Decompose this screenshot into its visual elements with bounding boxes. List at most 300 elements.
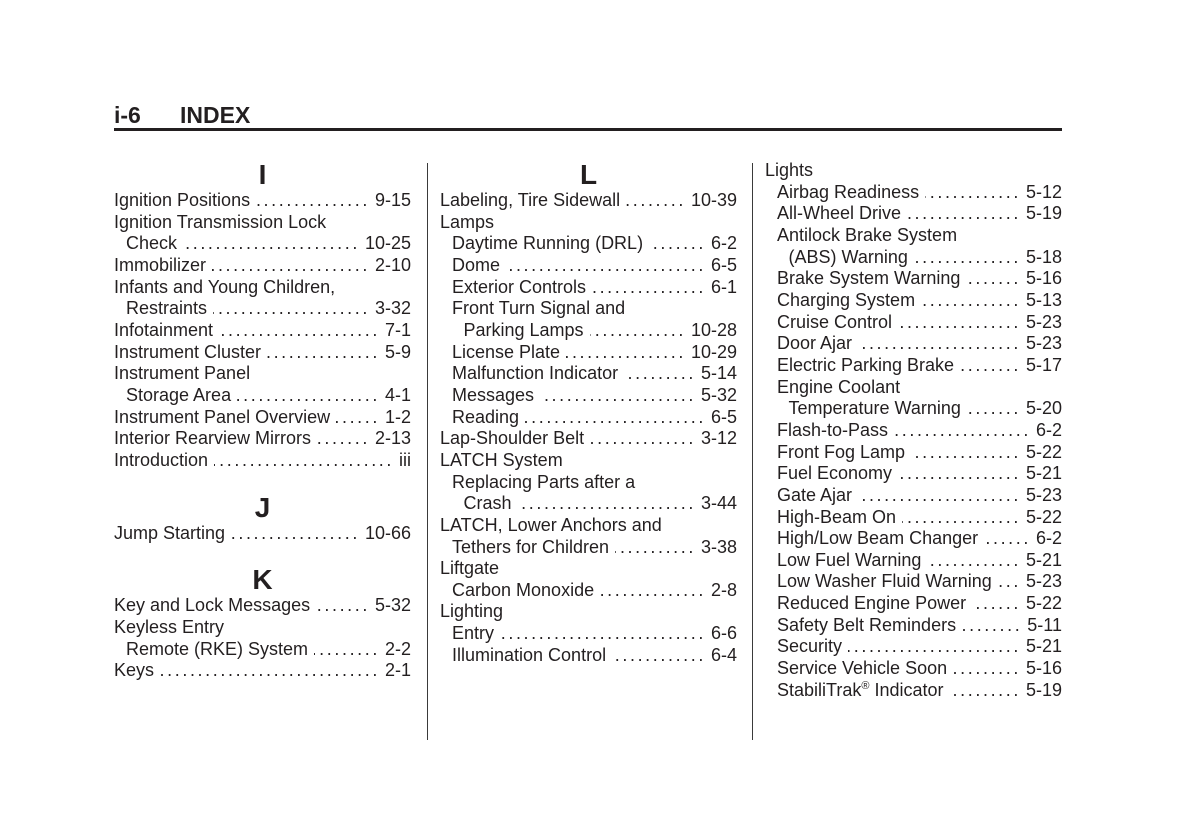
page-reference: iii	[399, 449, 411, 470]
column-divider	[752, 163, 753, 740]
entry-term: Parking Lamps	[463, 319, 584, 340]
entry-term: Low Fuel Warning	[777, 549, 922, 570]
dot-leader	[615, 537, 696, 559]
entry-line-continued	[114, 639, 411, 661]
dot-leader	[525, 407, 706, 429]
index-entry	[765, 290, 1062, 312]
dot-leader	[649, 233, 706, 255]
index-entry	[765, 636, 1062, 658]
entry-term: Instrument Panel Overview	[114, 406, 331, 427]
dot-leader	[590, 320, 686, 342]
entry-line	[440, 472, 737, 494]
entry-term: Lighting	[440, 601, 504, 622]
dot-leader	[624, 363, 696, 385]
page-reference: 5-22	[1025, 506, 1062, 527]
entry-term: Labeling, Tire Sidewall	[440, 190, 621, 210]
entry-term: Illumination Control	[452, 644, 607, 665]
entry-line	[765, 225, 1062, 247]
dot-leader	[183, 233, 360, 255]
page-reference: 10-25	[364, 233, 411, 254]
dot-leader	[500, 623, 706, 645]
entry-term: LATCH System	[440, 449, 563, 470]
entry-term: All-Wheel Drive	[777, 203, 902, 224]
index-entry	[114, 428, 411, 450]
page-reference: 4-1	[384, 384, 411, 405]
page-reference: 5-13	[1025, 289, 1062, 310]
index-entry	[440, 255, 737, 277]
index-entry	[765, 507, 1062, 529]
page-reference: 5-21	[1025, 636, 1062, 657]
entry-term: Liftgate	[440, 558, 500, 579]
entry-line	[765, 333, 1062, 355]
page-reference: 5-16	[1025, 658, 1062, 679]
entry-line	[765, 615, 1062, 637]
entry-line	[114, 342, 411, 364]
index-entry	[114, 363, 411, 406]
entry-term: Instrument Cluster	[114, 341, 262, 362]
entry-line	[440, 277, 737, 299]
dot-leader	[927, 550, 1021, 572]
dot-leader	[998, 571, 1021, 593]
index-entry	[114, 212, 411, 255]
dot-leader	[911, 442, 1021, 464]
entry-term: Tethers for Children	[452, 536, 610, 557]
dot-leader	[336, 407, 380, 429]
index-entry	[440, 277, 737, 299]
page-reference: 5-32	[374, 595, 411, 616]
entry-line-continued	[765, 247, 1062, 269]
column-divider	[427, 163, 428, 740]
page-reference: 5-21	[1025, 463, 1062, 484]
entry-line	[440, 407, 737, 429]
entry-line-continued	[440, 537, 737, 559]
dot-leader	[858, 485, 1021, 507]
page-reference: 5-19	[1025, 679, 1062, 700]
entry-line-continued	[765, 398, 1062, 420]
dot-leader	[212, 255, 370, 277]
dot-leader	[898, 312, 1021, 334]
entry-line	[114, 255, 411, 277]
page-reference: 5-16	[1025, 268, 1062, 289]
dot-leader	[214, 450, 394, 472]
dot-leader	[219, 320, 380, 342]
index-entry	[765, 312, 1062, 334]
dot-leader	[600, 580, 706, 602]
entry-line	[440, 450, 737, 472]
entry-term: Interior Rearview Mirrors	[114, 428, 312, 449]
page-reference: 6-6	[710, 623, 737, 644]
page-reference: 5-11	[1027, 614, 1062, 635]
entry-term: Ignition Positions	[114, 190, 251, 210]
dot-leader	[566, 342, 686, 364]
entry-line	[114, 617, 411, 639]
entry-term: Front Fog Lamp	[777, 441, 906, 462]
index-entry	[114, 523, 411, 545]
index-section	[440, 160, 737, 666]
entry-line	[440, 342, 737, 364]
index-entry	[765, 593, 1062, 615]
entry-line	[765, 268, 1062, 290]
page-reference: 6-2	[710, 233, 737, 254]
index-entry	[114, 255, 411, 277]
page-reference: 6-2	[1035, 419, 1062, 440]
entry-line	[440, 255, 737, 277]
index-column-2	[440, 160, 737, 666]
section-letter: K	[252, 564, 273, 596]
index-entry	[114, 320, 411, 342]
entry-term: Charging System	[777, 289, 916, 310]
entry-term: Service Vehicle Soon	[777, 658, 948, 679]
entry-term: Antilock Brake System	[777, 224, 958, 245]
entry-line	[114, 277, 411, 299]
entry-term: Security	[777, 636, 843, 657]
dot-leader	[213, 298, 370, 320]
index-entry	[440, 580, 737, 602]
page-reference: 10-39	[690, 190, 737, 210]
dot-leader	[256, 190, 370, 212]
index-entry	[765, 550, 1062, 572]
entry-term: Instrument Panel	[114, 363, 251, 384]
page-reference: 5-20	[1025, 398, 1062, 419]
entry-line	[765, 312, 1062, 334]
entry-line	[114, 363, 411, 385]
index-entry	[765, 528, 1062, 550]
entry-term: Replacing Parts after a	[452, 471, 636, 492]
index-entry	[440, 558, 737, 580]
entry-line	[765, 550, 1062, 572]
entry-line	[440, 558, 737, 580]
entry-term: Reading	[452, 406, 520, 427]
entry-term: Restraints	[126, 298, 208, 319]
page-reference: 10-66	[364, 522, 411, 543]
entry-term: Infotainment	[114, 319, 214, 340]
entry-term: Gate Ajar	[777, 484, 853, 505]
dot-leader	[967, 398, 1021, 420]
entry-line	[440, 515, 737, 537]
entry-term: Immobilizer	[114, 254, 207, 275]
page-reference: 1-2	[384, 406, 411, 427]
index-entry	[765, 225, 1062, 268]
dot-leader	[518, 493, 696, 515]
entry-line	[440, 212, 737, 234]
entry-line-continued	[114, 233, 411, 255]
index-entry	[114, 617, 411, 660]
entry-line	[765, 571, 1062, 593]
entry-term: Key and Lock Messages	[114, 595, 311, 616]
dot-leader	[950, 680, 1021, 702]
dot-leader	[592, 277, 706, 299]
page-reference: 5-32	[700, 384, 737, 405]
index-entry	[765, 615, 1062, 637]
entry-term: Safety Belt Reminders	[777, 614, 957, 635]
entry-line	[114, 190, 411, 212]
index-entry	[440, 472, 737, 515]
dot-leader	[953, 658, 1021, 680]
index-entry	[440, 407, 737, 429]
page-reference: 2-13	[374, 428, 411, 449]
entry-line	[440, 385, 737, 407]
dot-leader	[966, 268, 1021, 290]
entry-term: Ignition Transmission Lock	[114, 211, 327, 232]
entry-line	[765, 528, 1062, 550]
index-entry	[765, 442, 1062, 464]
index-entry	[114, 277, 411, 320]
index-entry	[765, 160, 1062, 182]
entry-line	[765, 658, 1062, 680]
index-entry	[114, 342, 411, 364]
entry-line	[440, 580, 737, 602]
page-reference: 6-5	[710, 254, 737, 275]
entry-term: Storage Area	[126, 384, 232, 405]
entry-term: Check	[126, 233, 178, 254]
entry-term: Engine Coolant	[777, 376, 901, 397]
index-entry	[440, 342, 737, 364]
dot-leader	[914, 247, 1021, 269]
entry-line	[765, 593, 1062, 615]
dot-leader	[506, 255, 706, 277]
entry-term: Messages	[452, 384, 535, 405]
entry-term: Exterior Controls	[452, 276, 587, 297]
entry-term: Cruise Control	[777, 311, 893, 332]
entry-line	[114, 595, 411, 617]
page-reference: 2-8	[710, 579, 737, 600]
entry-line	[114, 660, 411, 682]
dot-leader	[540, 385, 696, 407]
index-entry	[114, 595, 411, 617]
entry-line	[765, 182, 1062, 204]
index-entry	[114, 660, 411, 682]
page-reference: 2-10	[374, 254, 411, 275]
index-entry	[765, 333, 1062, 355]
page-reference: 3-32	[374, 298, 411, 319]
entry-term: Malfunction Indicator	[452, 363, 619, 384]
index-entry	[440, 298, 737, 341]
entry-line-continued	[114, 385, 411, 407]
dot-leader	[902, 507, 1021, 529]
entry-term: Lights	[765, 160, 814, 180]
page-reference: 5-23	[1025, 333, 1062, 354]
page-reference: 2-1	[384, 660, 411, 681]
index-entry	[440, 233, 737, 255]
header-rule	[114, 128, 1062, 131]
dot-leader	[960, 355, 1021, 377]
entry-term: Fuel Economy	[777, 463, 893, 484]
entry-line	[765, 636, 1062, 658]
index-entry	[765, 680, 1062, 702]
entry-line	[765, 420, 1062, 442]
entry-line	[765, 485, 1062, 507]
index-entry	[440, 601, 737, 623]
entry-line	[114, 407, 411, 429]
entry-line-continued	[440, 320, 737, 342]
index-entry	[440, 450, 737, 472]
index-entry	[765, 203, 1062, 225]
index-entry	[440, 645, 737, 667]
entry-term: Flash-to-Pass	[777, 419, 889, 440]
dot-leader	[316, 595, 370, 617]
index-entry	[440, 212, 737, 234]
entry-term: Crash	[463, 493, 512, 514]
dot-leader	[612, 645, 706, 667]
entry-line	[440, 645, 737, 667]
index-entry	[765, 420, 1062, 442]
page-number: i-6	[114, 102, 141, 128]
index-entry	[765, 182, 1062, 204]
entry-term: Remote (RKE) System	[126, 638, 309, 659]
page-reference: 10-28	[690, 319, 737, 340]
index-entry	[114, 407, 411, 429]
entry-line	[114, 450, 411, 472]
dot-leader	[984, 528, 1031, 550]
index-entry	[765, 355, 1062, 377]
entry-line	[765, 507, 1062, 529]
page-reference: 5-17	[1025, 354, 1062, 375]
entry-line-continued	[440, 493, 737, 515]
entry-term: Daytime Running (DRL)	[452, 233, 644, 254]
index-entry	[440, 363, 737, 385]
dot-leader	[921, 290, 1021, 312]
entry-term: Electric Parking Brake	[777, 354, 955, 375]
entry-line	[765, 160, 1062, 182]
entry-term: Introduction	[114, 449, 209, 470]
entry-term: (ABS) Warning	[788, 246, 908, 267]
index-section	[114, 493, 411, 545]
page-reference: 7-1	[384, 319, 411, 340]
page-reference: 10-29	[690, 341, 737, 362]
entry-line	[765, 442, 1062, 464]
entry-line	[440, 428, 737, 450]
dot-leader	[925, 182, 1021, 204]
page-reference: 5-14	[700, 363, 737, 384]
index-section	[114, 160, 411, 472]
entry-term: High/Low Beam Changer	[777, 528, 979, 549]
dot-leader	[848, 636, 1021, 658]
entry-term: Dome	[452, 254, 501, 275]
entry-term: Entry	[452, 623, 495, 644]
registered-mark: ®	[861, 679, 870, 692]
dot-leader	[858, 333, 1021, 355]
index-entry	[440, 428, 737, 450]
page-reference: 5-23	[1025, 484, 1062, 505]
entry-term: Low Washer Fluid Warning	[777, 571, 992, 592]
page-reference: 5-18	[1025, 246, 1062, 267]
index-entry	[114, 190, 411, 212]
dot-leader	[237, 385, 380, 407]
entry-line	[114, 428, 411, 450]
entry-line	[765, 680, 1062, 702]
page-reference: 6-2	[1035, 528, 1062, 549]
entry-term: Infants and Young Children,	[114, 276, 336, 297]
entry-term: Airbag Readiness	[777, 181, 920, 202]
entry-line	[765, 290, 1062, 312]
dot-leader	[267, 342, 380, 364]
index-entry	[765, 485, 1062, 507]
page-reference: 5-23	[1025, 311, 1062, 332]
page-title: INDEX	[180, 102, 251, 128]
page-reference: 6-5	[710, 406, 737, 427]
entry-term: Lamps	[440, 211, 495, 232]
page-reference: 3-12	[700, 428, 737, 449]
section-letter: I	[258, 159, 267, 190]
index-entry	[114, 450, 411, 472]
entry-line	[765, 377, 1062, 399]
index-section	[765, 160, 1062, 701]
dot-leader	[972, 593, 1021, 615]
page-reference: 3-44	[700, 493, 737, 514]
entry-term: License Plate	[452, 341, 561, 362]
page-reference: 3-38	[700, 536, 737, 557]
page-reference: 5-19	[1025, 203, 1062, 224]
entry-term: Front Turn Signal and	[452, 298, 626, 319]
entry-term: Carbon Monoxide	[452, 579, 595, 600]
entry-term: Jump Starting	[114, 522, 226, 543]
index-column-1	[114, 160, 411, 682]
entry-term: High-Beam On	[777, 506, 897, 527]
entry-line	[765, 203, 1062, 225]
entry-term: Brake System Warning	[777, 268, 961, 289]
index-entry	[765, 268, 1062, 290]
entry-line	[440, 623, 737, 645]
entry-term: Door Ajar	[777, 333, 853, 354]
entry-term: StabiliTrak® Indicator	[777, 679, 944, 700]
entry-line	[114, 523, 411, 545]
page-reference: 5-21	[1025, 549, 1062, 570]
page-reference: 5-22	[1025, 593, 1062, 614]
page-reference: 6-4	[710, 644, 737, 665]
page-reference: 9-15	[374, 190, 411, 210]
dot-leader	[626, 190, 686, 212]
index-entry	[765, 658, 1062, 680]
index-entry	[440, 190, 737, 212]
entry-term: Keys	[114, 660, 155, 681]
entry-line	[765, 355, 1062, 377]
dot-leader	[894, 420, 1031, 442]
page-reference: 5-9	[384, 341, 411, 362]
entry-line	[765, 463, 1062, 485]
index-entry	[440, 623, 737, 645]
entry-line-continued	[114, 298, 411, 320]
index-column-3	[765, 160, 1062, 701]
entry-line	[440, 363, 737, 385]
page-reference: 2-2	[384, 638, 411, 659]
index-entry	[765, 377, 1062, 420]
entry-line	[440, 190, 737, 212]
dot-leader	[907, 203, 1021, 225]
index-entry	[765, 463, 1062, 485]
entry-line	[440, 601, 737, 623]
page-reference: 5-12	[1025, 181, 1062, 202]
page-reference: 5-23	[1025, 571, 1062, 592]
dot-leader	[317, 428, 370, 450]
dot-leader	[314, 639, 380, 661]
index-entry	[765, 571, 1062, 593]
page-reference: 5-22	[1025, 441, 1062, 462]
entry-line	[114, 212, 411, 234]
entry-line	[440, 298, 737, 320]
entry-term: Temperature Warning	[788, 398, 961, 419]
dot-leader	[962, 615, 1022, 637]
section-letter: L	[579, 159, 598, 190]
index-section	[114, 565, 411, 682]
entry-line	[114, 320, 411, 342]
dot-leader	[898, 463, 1021, 485]
entry-term: LATCH, Lower Anchors and	[440, 514, 662, 535]
dot-leader	[590, 428, 696, 450]
entry-term: Lap-Shoulder Belt	[440, 428, 585, 449]
entry-term: Keyless Entry	[114, 616, 225, 637]
dot-leader	[231, 523, 360, 545]
entry-line	[440, 233, 737, 255]
